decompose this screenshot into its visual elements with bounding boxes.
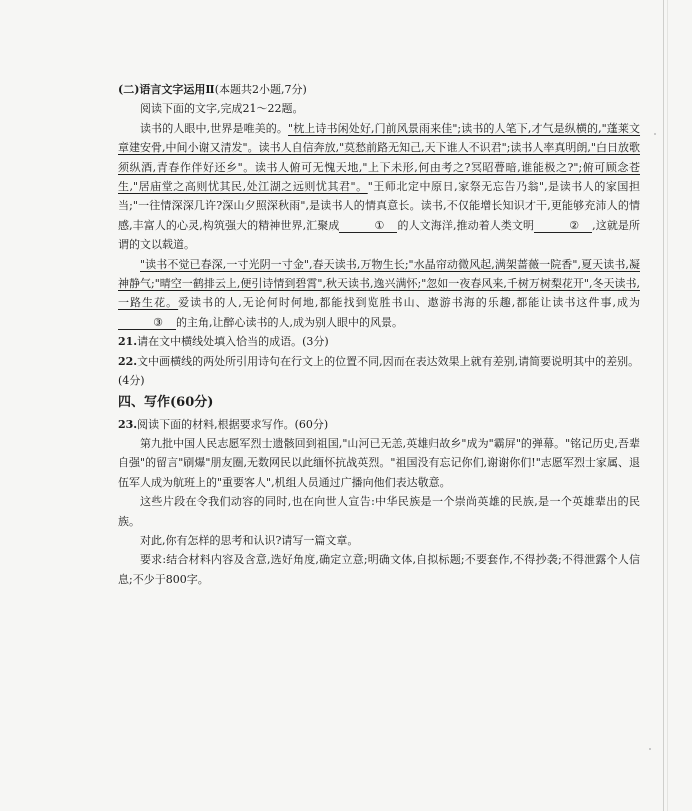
para1-sentence-5: ,这就是所谓的文以载道。: [118, 218, 641, 252]
scan-speck: [649, 748, 651, 750]
para2-sentence-3: 的主角,让醉心读书的人,成为别人眼中的风景。: [176, 315, 403, 329]
exam-page: [118, 80, 640, 589]
requirements-paragraph: 要求:结合材料内容及含意,选好角度,确定立意;明确文体,自拟标题;不要套作,不得抄袭;不得泄露个人信息;不少于800字。: [118, 553, 640, 586]
para1-sentence-1: 读书的人眼中,世界是唯美的。: [140, 121, 289, 135]
section-2-heading: [118, 80, 640, 99]
question-23-text: 阅读下面的材料,根据要求写作。(60分): [137, 417, 329, 431]
page-edge-line: [663, 0, 664, 811]
blank-2: ②: [534, 219, 592, 233]
scan-speck: [654, 133, 656, 135]
para1-underlined-quotes: "枕上诗书闲处好,门前风景雨来佳";读书的人笔下,才气是纵横的,"蓬莱文章建安骨,中间小谢又清发"。读书人自信奔放,"莫愁前路无知己,天下谁人不识君";读书人率真明朗,"白日放歌须纵酒,青春作伴好还乡"。读书人俯可无愧天地,"上下未形,何由考之?冥昭瞢暗,谁能极之?";俯可顾念苍生,"居庙堂之高则忧其民,处江湖之远则忧其君"。: [118, 121, 641, 194]
question-22-number: 22.: [118, 354, 138, 368]
question-23: [118, 415, 640, 434]
passage-paragraph-1: [118, 119, 640, 255]
prompt-paragraph: 对此,你有怎样的思考和认识?请写一篇文章。: [140, 533, 359, 547]
passage-paragraph-2: [118, 255, 640, 333]
question-21: [118, 332, 640, 351]
para1-sentence-3: "王师北定中原日,家祭无忘告乃翁",是读书人的家国担当;"一往情深深几许?深山夕照深秋雨",是读书人的情真意长。读书,不仅能增长知识才干,更能够充沛人的情感,丰富人的心灵,构筑强大的精神世界,汇聚成: [118, 180, 640, 232]
page-edge-line-inner: [667, 0, 668, 811]
question-21-text: 请在文中横线处填入恰当的成语。(3分): [137, 335, 329, 349]
question-22: [118, 352, 640, 391]
para2-underlined-quotes: "读书不觉已春深,一寸光阴一寸金",春天读书,万物生长;"水晶帘动微风起,满架蔷薇一院香",夏天读书,凝神静气;"晴空一鹤排云上,便引诗情到碧霄",秋天读书,逸兴满怀;"忽如一夜春风来,千树万树梨花开",冬天读书,一路生花。: [118, 257, 640, 310]
reading-instruction: 阅读下面的文字,完成21～22题。: [140, 102, 304, 116]
section-4-heading: 四、写作(60分): [118, 394, 214, 410]
question-21-number: 21.: [118, 335, 138, 349]
section-2-note: (本题共2小题,7分): [214, 83, 307, 96]
question-23-number: 23.: [118, 417, 138, 431]
para1-sentence-4: 的人文海洋,推动着人类文明: [397, 218, 535, 232]
para2-sentence-2: 爱读书的人,无论何时何地,都能找到览胜书山、遨游书海的乐趣,都能让读书这件事,成为: [178, 296, 641, 310]
question-22-text: 文中画横线的两处所引用诗句在行文上的位置不同,因而在表达效果上就有差别,请简要说明其中的差别。(4分): [118, 354, 640, 388]
material-paragraph-1: 第九批中国人民志愿军烈士遗骸回到祖国,"山河已无恙,英雄归故乡"成为"霸屏"的弹幕。"铭记历史,吾辈自强"的留言"刷爆"朋友圈,无数网民以此缅怀抗战英烈。"祖国没有忘记你们,谢谢你们!"志愿军烈士家属、退伍军人成为航班上的"重要客人",机组人员通过广播向他们表达敬意。: [118, 436, 640, 489]
material-paragraph-2: 这些片段在令我们动容的同时,也在向世人宣告:中华民族是一个崇尚英雄的民族,是一个英雄辈出的民族。: [118, 495, 640, 528]
blank-1: ①: [339, 219, 397, 233]
blank-3: ③: [118, 316, 176, 330]
section-2-title: (二)语言文字运用Ⅱ: [118, 83, 215, 96]
